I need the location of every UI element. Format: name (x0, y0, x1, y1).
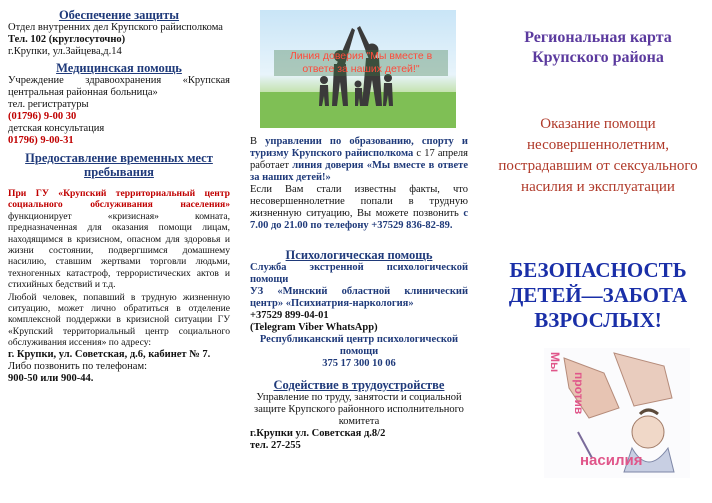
police-address: г.Крупки, ул.Зайцева,д.14 (8, 46, 122, 57)
psych-phone: +37529 899-04-01 (250, 310, 329, 321)
employment-phone: тел. 27-255 (250, 440, 301, 451)
psych-service: Служба экстренной психологической помощи (250, 262, 468, 285)
against-violence-illustration (544, 348, 690, 478)
child-consult-label: детская консультация (8, 123, 105, 134)
cover-slogan: БЕЗОПАСНОСТЬ ДЕТЕЙ—ЗАБОТА ВЗРОСЛЫХ! (508, 258, 688, 332)
hospital-name: Учреждение здравоохранения «Крупская центральная районная больница» (8, 75, 230, 98)
section-employment-title: Содействие в трудоустройстве (273, 378, 445, 392)
shelter-contact-text: Любой человек, попавший в трудную жизненную ситуацию, может лично обратиться в отделение комплексной поддержки в кризисной ситуации ГУ «Крупский территориальный центр социального обслуживания иcсения» по адресу: (8, 291, 230, 349)
shelter-org: При ГУ «Крупский территориальный центр социального обслуживания населения» (8, 188, 230, 211)
illus-word-we: Мы (548, 352, 562, 373)
helpline-paragraph (250, 136, 468, 184)
helpline-name: линия доверия «Мы вместе в ответе за наших детей!» (250, 160, 468, 183)
helpline-lead: В (250, 136, 266, 147)
shelter-phones: 900-50 или 900-44. (8, 372, 94, 384)
child-consult-phone: 01796) 9-00-31 (8, 135, 74, 146)
psych-center: УЗ «Минский областной клинический центр» «Психиатрия-наркология» (250, 286, 468, 309)
column-cover (492, 0, 704, 503)
police-dept: Отдел внутренних дел Крупского райисполкома (8, 22, 223, 33)
helpline-since: с 17 апреля работает (250, 148, 468, 171)
column-helpline (242, 0, 474, 503)
shelter-call-label: Либо позвонить по телефонам: (8, 360, 148, 372)
registry-label: тел. регистратуры (8, 99, 89, 110)
employment-address: г.Крупки ул. Советская д.8/2 (250, 428, 386, 439)
illus-word-against: против (572, 372, 586, 415)
family-sky-image (260, 10, 456, 128)
illus-word-violence: насилия (580, 452, 643, 469)
cover-title: Региональная карта Крупского района (524, 29, 672, 66)
shelter-paragraph (8, 188, 230, 291)
section-shelter-title: Предоставление временных мест пребывания (25, 151, 213, 179)
section-protection-title: Обеспечение защиты (58, 8, 180, 22)
republic-center: Республиканский центр психологической помощи (259, 334, 459, 357)
column-contacts (0, 0, 236, 503)
section-medical-title: Медицинская помощь (56, 61, 182, 75)
shelter-desc: функционирует «кризисная» комната, предназначенная для оказания помощи лицам, находящимся в кризисном, опасном для здоровья и жизни состоянии, подвергшимся домашнему насилию, ставшим жертвами торговли людьми, техногенных катастроф, террористических актов и стихийных бедствий и т.д. (8, 210, 230, 291)
helpline-org: управлении по образованию, спорту и туризму Крупского райисполкома (250, 136, 468, 159)
cover-subtitle: Оказание помощи несовершеннолетним, пострадавшим от сексуального насилия и эксплуатации (498, 116, 698, 195)
helpline-caption: Линия доверия "Мы вместе в ответе за наших детей!" (274, 50, 448, 76)
helpline-call-text: Если Вам стали известны факты, что несовершеннолетние попали в трудную жизненную ситуацию, Вы можете позвонить (250, 184, 468, 219)
shelter-address: г. Крупки, ул. Советская, д.6, кабинет № 7. (8, 348, 211, 360)
helpline-info (250, 184, 468, 232)
registry-phone: (01796) 9-00 30 (8, 111, 77, 122)
section-psych-title: Психологическая помощь (285, 248, 433, 262)
republic-center-phone: 375 17 300 10 06 (322, 358, 396, 369)
psych-messengers: (Telegram Viber WhatsApp) (250, 322, 378, 333)
helpline-hours-phone: с 7.00 до 21.00 по телефону +37529 836-82-89. (250, 208, 468, 231)
police-phone: Тел. 102 (круглосуточно) (8, 34, 126, 45)
employment-dept: Управление по труду, занятости и социальной защите Крупского районного исполнительного комитета (254, 392, 464, 427)
